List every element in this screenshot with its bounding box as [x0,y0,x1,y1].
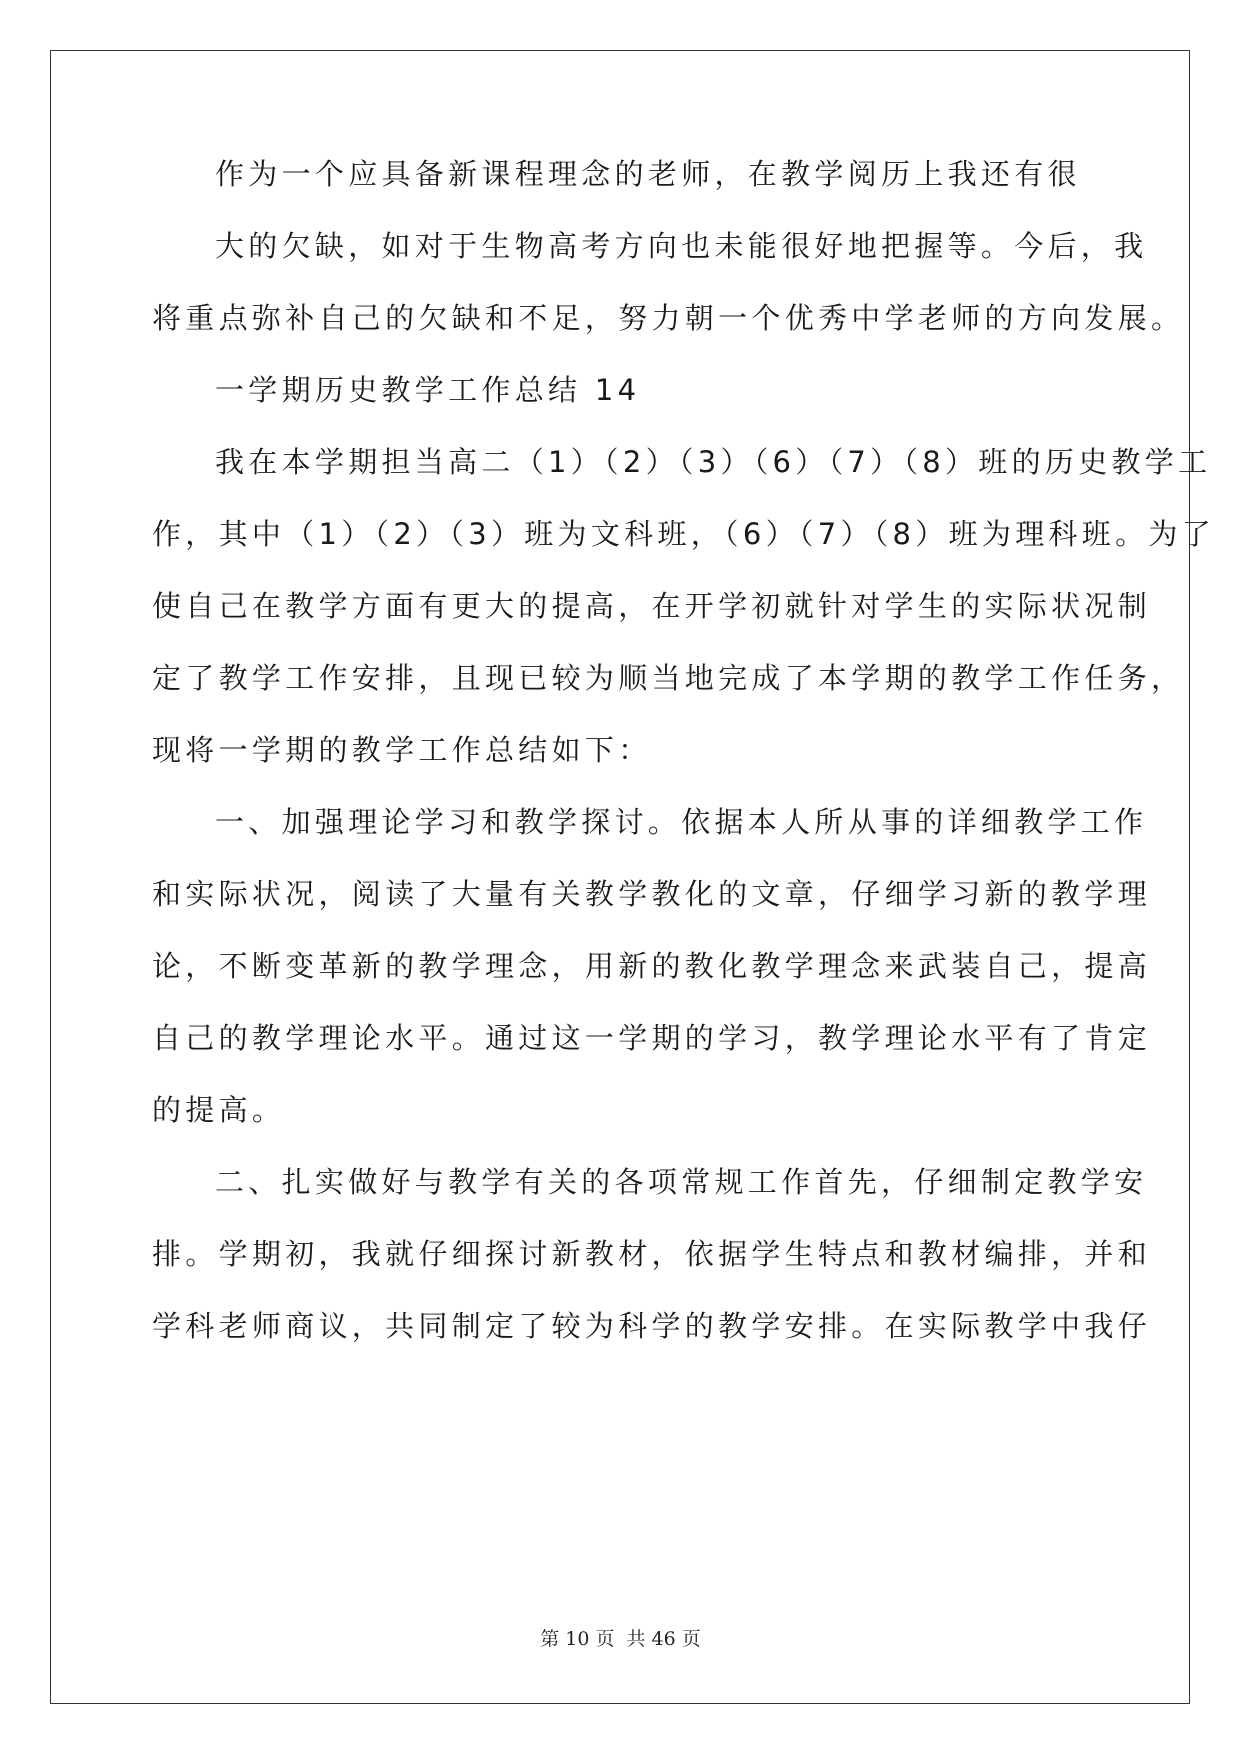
body-text-line: 大的欠缺，如对于生物高考方向也未能很好地把握等。今后，我 [215,229,1148,263]
body-text-line: 我在本学期担当高二（1）（2）（3）（6）（7）（8）班的历史教学工 [215,445,1212,479]
body-text-line: 作，其中（1）（2）（3）班为文科班，（6）（7）（8）班为理科班。为了 [152,517,1216,551]
body-text-line: 自己的教学理论水平。通过这一学期的学习，教学理论水平有了肯定 [152,1021,1152,1055]
body-text-line: 使自己在教学方面有更大的提高，在开学初就针对学生的实际状况制 [152,589,1152,623]
body-text-line: 论，不断变革新的教学理念，用新的教化教学理念来武装自己，提高 [152,949,1152,983]
body-text-line: 和实际状况，阅读了大量有关教学教化的文章，仔细学习新的教学理 [152,877,1152,911]
body-text-line: 作为一个应具备新课程理念的老师，在教学阅历上我还有很 [215,157,1081,191]
body-text-line: 二、扎实做好与教学有关的各项常规工作首先，仔细制定教学安 [215,1165,1148,1199]
section-heading: 一学期历史教学工作总结 14 [215,373,641,407]
body-text-line: 学科老师商议，共同制定了较为科学的教学安排。在实际教学中我仔 [152,1309,1152,1343]
total-page-count: 共 46 页 [626,1628,701,1650]
body-text-line: 将重点弥补自己的欠缺和不足，努力朝一个优秀中学老师的方向发展。 [152,301,1185,335]
body-text-line: 的提高。 [152,1093,286,1127]
body-text-line: 定了教学工作安排，且现已较为顺当地完成了本学期的教学工作任务， [152,661,1185,695]
body-text-line: 排。学期初，我就仔细探讨新教材，依据学生特点和教材编排，并和 [152,1237,1152,1271]
current-page-number: 第 10 页 [540,1628,615,1650]
page-footer [0,1624,1241,1651]
body-text-line: 现将一学期的教学工作总结如下： [152,733,652,767]
body-text-line: 一、加强理论学习和教学探讨。依据本人所从事的详细教学工作 [215,805,1148,839]
